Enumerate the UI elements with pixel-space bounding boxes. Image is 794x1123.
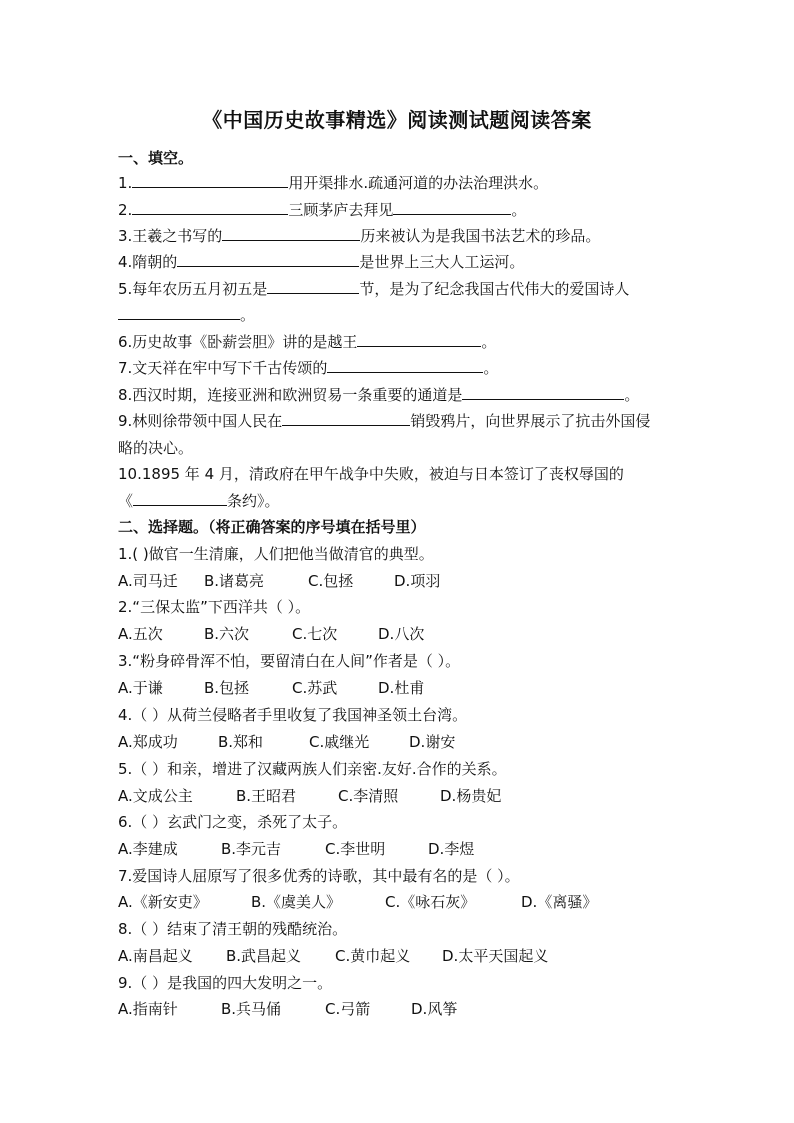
q7-end: 。 xyxy=(483,359,499,377)
option[interactable]: C.苏武 xyxy=(292,679,338,697)
option[interactable]: A.郑成功 xyxy=(118,733,178,751)
choice-question-4: 4.（ ）从荷兰侵略者手里收复了我国神圣领土台湾。 xyxy=(118,706,468,724)
q3-text-post: 历来被认为是我国书法艺术的珍品。 xyxy=(360,227,601,245)
q4-text-post: 是世界上三大人工运河。 xyxy=(359,253,525,271)
q8-text-pre: 8.西汉时期，连接亚洲和欧洲贸易一条重要的通道是 xyxy=(118,386,463,404)
q4-blank[interactable] xyxy=(177,252,359,267)
choice-question-1: 1.( )做官一生清廉，人们把他当做清官的典型。 xyxy=(118,545,434,563)
option[interactable]: D.风筝 xyxy=(411,1000,458,1018)
option[interactable]: A.《新安吏》 xyxy=(118,893,208,911)
q5-blank-1[interactable] xyxy=(267,279,359,294)
fill-question-6 xyxy=(118,331,496,352)
q9-blank[interactable] xyxy=(282,411,410,426)
option[interactable]: C.七次 xyxy=(292,625,338,643)
q5-blank-2[interactable] xyxy=(118,305,240,320)
fill-question-10-line2 xyxy=(118,490,280,511)
q4-text-pre: 4.隋朝的 xyxy=(118,253,178,271)
option[interactable]: A.南昌起义 xyxy=(118,947,193,965)
choice-options-1 xyxy=(118,570,440,591)
option[interactable]: D.杜甫 xyxy=(378,679,425,697)
q2-text: 三顾茅庐去拜见 xyxy=(288,201,394,219)
q10-end: 条约》。 xyxy=(227,492,280,510)
q8-end: 。 xyxy=(624,386,640,404)
option[interactable]: C.戚继光 xyxy=(309,733,370,751)
section-1-heading: 一、填空。 xyxy=(118,149,194,167)
q8-blank[interactable] xyxy=(462,385,624,400)
choice-question-9: 9.（ ）是我国的四大发明之一。 xyxy=(118,974,333,992)
choice-question-2: 2.“三保太监”下西洋共（ ）。 xyxy=(118,598,311,616)
fill-question-2 xyxy=(118,199,526,220)
option[interactable]: A.司马迁 xyxy=(118,572,178,590)
fill-question-5 xyxy=(118,278,629,299)
option[interactable]: C.黄巾起义 xyxy=(335,947,411,965)
option[interactable]: A.于谦 xyxy=(118,679,163,697)
fill-question-1 xyxy=(118,172,548,193)
option[interactable]: D.八次 xyxy=(378,625,425,643)
choice-options-8 xyxy=(118,945,548,966)
q6-end: 。 xyxy=(481,333,497,351)
choice-question-6: 6.（ ）玄武门之变，杀死了太子。 xyxy=(118,813,348,831)
fill-question-5-line2 xyxy=(118,304,255,325)
option[interactable]: D.谢安 xyxy=(409,733,456,751)
q10-blank[interactable] xyxy=(133,491,227,506)
option[interactable]: D.李煜 xyxy=(428,840,475,858)
choice-options-7 xyxy=(118,891,597,912)
option[interactable]: B.王昭君 xyxy=(236,787,297,805)
fill-question-9 xyxy=(118,410,650,431)
section-2-heading: 二、选择题。（将正确答案的序号填在括号里） xyxy=(118,518,426,536)
option[interactable]: A.文成公主 xyxy=(118,787,193,805)
q5-text-pre: 5.每年农历五月初五是 xyxy=(118,280,268,298)
option[interactable]: A.五次 xyxy=(118,625,163,643)
choice-options-6 xyxy=(118,838,474,859)
choice-question-5: 5.（ ）和亲，增进了汉藏两族人们亲密.友好.合作的关系。 xyxy=(118,760,507,778)
option[interactable]: C.包拯 xyxy=(308,572,354,590)
choice-options-3 xyxy=(118,677,424,698)
option[interactable]: D.项羽 xyxy=(394,572,441,590)
choice-options-2 xyxy=(118,623,424,644)
q1-number: 1. xyxy=(118,174,133,192)
q2-blank-2[interactable] xyxy=(393,200,511,215)
fill-question-9-line2: 略的决心。 xyxy=(118,439,194,457)
fill-question-10: 10.1895 年 4 月，清政府在甲午战争中失败，被迫与日本签订了丧权辱国的 xyxy=(118,465,624,483)
option[interactable]: B.兵马俑 xyxy=(221,1000,282,1018)
option[interactable]: A.李建成 xyxy=(118,840,178,858)
q10-bracket-open: 《 xyxy=(118,492,134,510)
option[interactable]: B.郑和 xyxy=(218,733,264,751)
q1-text: 用开渠排水.疏通河道的办法治理洪水。 xyxy=(288,174,549,192)
q3-text-pre: 3.王羲之书写的 xyxy=(118,227,223,245)
option[interactable]: B.《虞美人》 xyxy=(251,893,342,911)
option[interactable]: D.太平天国起义 xyxy=(442,947,549,965)
q5-end: 。 xyxy=(240,306,256,324)
q5-text-post: 节，是为了纪念我国古代伟大的爱国诗人 xyxy=(359,280,630,298)
option[interactable]: D.《离骚》 xyxy=(521,893,598,911)
option[interactable]: C.弓箭 xyxy=(325,1000,371,1018)
option[interactable]: C.《咏石灰》 xyxy=(385,893,476,911)
fill-question-3 xyxy=(118,225,600,246)
option[interactable]: C.李清照 xyxy=(338,787,399,805)
option[interactable]: B.包拯 xyxy=(204,679,250,697)
q1-blank[interactable] xyxy=(132,173,288,188)
fill-question-4 xyxy=(118,251,524,272)
choice-question-7: 7.爱国诗人屈原写了很多优秀的诗歌，其中最有名的是（ ）。 xyxy=(118,867,520,885)
q6-blank[interactable] xyxy=(357,332,481,347)
page-title: 《中国历史故事精选》阅读测试题阅读答案 xyxy=(202,108,592,132)
q2-number: 2. xyxy=(118,201,133,219)
option[interactable]: B.六次 xyxy=(204,625,250,643)
choice-question-8: 8.（ ）结束了清王朝的残酷统治。 xyxy=(118,920,348,938)
fill-question-8 xyxy=(118,384,639,405)
choice-options-4 xyxy=(118,731,455,752)
option[interactable]: A.指南针 xyxy=(118,1000,178,1018)
option[interactable]: D.杨贵妃 xyxy=(440,787,502,805)
q2-end: 。 xyxy=(511,201,527,219)
choice-options-5 xyxy=(118,785,501,806)
choice-question-3: 3.“粉身碎骨浑不怕，要留清白在人间”作者是（ ）。 xyxy=(118,652,461,670)
q7-text-pre: 7.文天祥在牢中写下千古传颂的 xyxy=(118,359,328,377)
q9-text-pre: 9.林则徐带领中国人民在 xyxy=(118,412,283,430)
q7-blank[interactable] xyxy=(327,358,483,373)
option[interactable]: B.诸葛亮 xyxy=(204,572,265,590)
option[interactable]: B.李元吉 xyxy=(221,840,282,858)
option[interactable]: C.李世明 xyxy=(325,840,386,858)
q2-blank-1[interactable] xyxy=(132,200,288,215)
q9-text-post: 销毁鸦片，向世界展示了抗击外国侵 xyxy=(410,412,651,430)
choice-options-9 xyxy=(118,998,457,1019)
fill-question-7 xyxy=(118,357,498,378)
option[interactable]: B.武昌起义 xyxy=(226,947,302,965)
q6-text-pre: 6.历史故事《卧薪尝胆》讲的是越王 xyxy=(118,333,358,351)
q3-blank[interactable] xyxy=(222,226,360,241)
